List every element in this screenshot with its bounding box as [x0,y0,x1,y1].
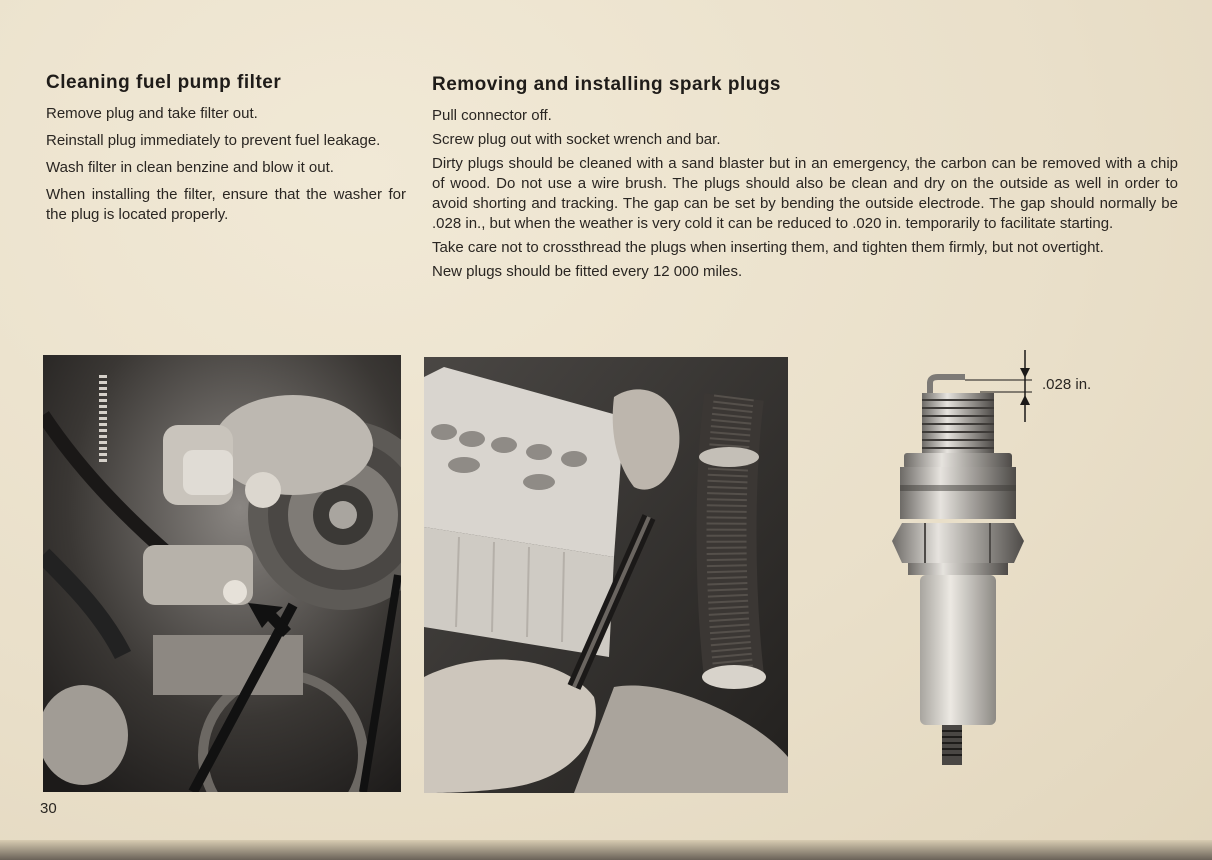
page-edge [0,840,1212,860]
fuel-pump-section [46,72,406,232]
fuel-pump-heading: Cleaning fuel pump filter [46,72,282,93]
fuel-pump-photo [43,355,401,792]
spark-plugs-step-3: Dirty plugs should be cleaned with a sand blaster but in an emergency, the carbon can be removed with a chip of wood. Do not use a wire brush. The plugs should also be clean and dry on the outside as well in order to avoid shorting and tracking. The gap can be set by bending the outside electrode. The gap should normally be .028 in., but when the weather is very cold it can be reduced to .020 in. temporarily to facilitate starting. [432,155,1178,232]
fuel-pump-step-3: Wash filter in clean benzine and blow it out. [46,159,334,176]
spark-plugs-heading: Removing and installing spark plugs [432,74,781,95]
spark-plugs-section [432,74,1178,286]
spark-plug-removal-photo [424,357,788,793]
fuel-pump-step-1: Remove plug and take filter out. [46,105,258,122]
fuel-pump-step-2: Reinstall plug immediately to prevent fuel leakage. [46,132,381,149]
fuel-pump-step-4: When installing the filter, ensure that the washer for the plug is located properly. [46,186,406,223]
gap-label: .028 in. [1042,376,1092,393]
spark-plug-diagram [880,345,1120,775]
spark-plugs-step-1: Pull connector off. [432,107,552,124]
page-number: 30 [40,800,57,817]
spark-plugs-step-2: Screw plug out with socket wrench and bar. [432,131,721,148]
spark-plugs-step-4: Take care not to crossthread the plugs when inserting them, and tighten them firmly, but not overtight. [432,239,1104,256]
spark-plugs-step-5: New plugs should be fitted every 12 000 miles. [432,263,743,280]
